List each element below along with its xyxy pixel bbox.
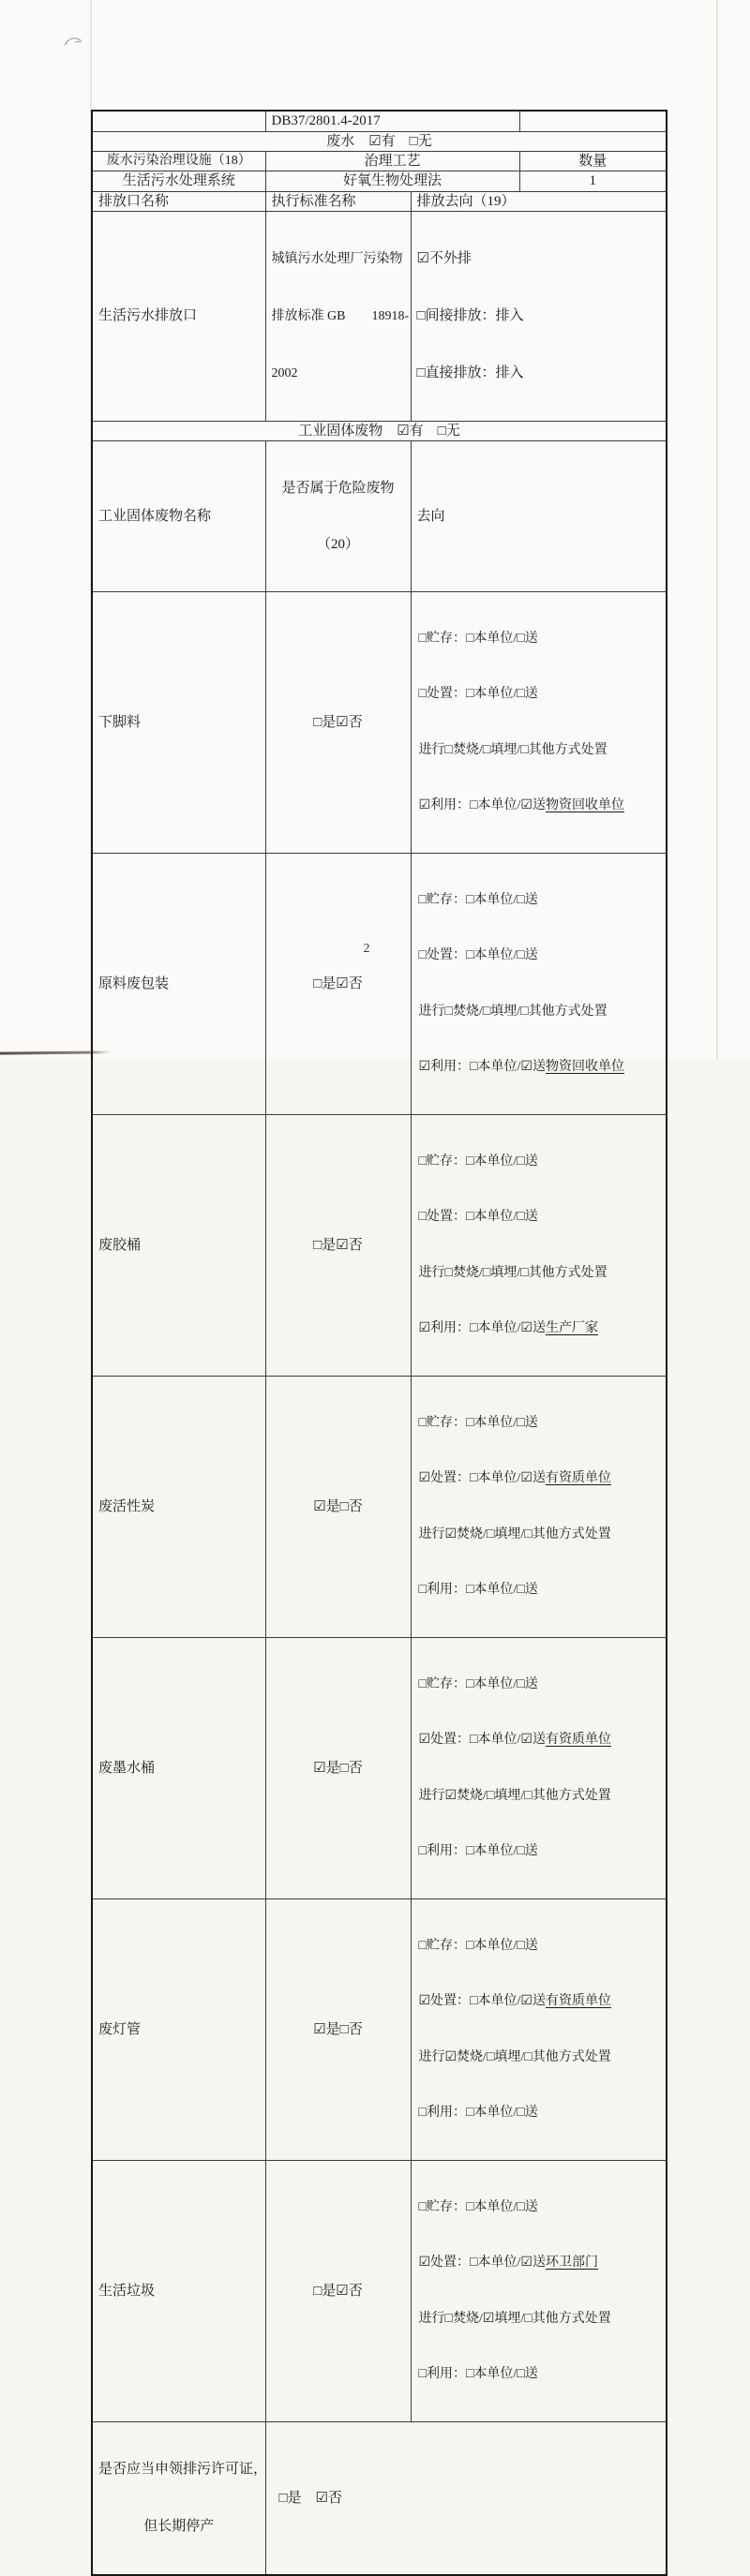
direction-option: ☑不外排 bbox=[416, 250, 472, 266]
hazardous-checkbox-cell: □是☑否 bbox=[265, 591, 411, 853]
direction-option: □间接排放：排入 bbox=[416, 307, 524, 323]
dest-line-text: □利用：□本单位/□送 bbox=[418, 2106, 538, 2120]
waste-name-header-cell: 工业固体废物名称 bbox=[92, 440, 265, 591]
dest-line bbox=[419, 1319, 661, 1338]
outlet-header-row bbox=[92, 191, 667, 211]
dest-line-text: □贮存：□本单位/□送 bbox=[418, 2199, 538, 2214]
waste-name-cell: 原料废包装 bbox=[92, 853, 265, 1114]
dest-line-underline: 有资质单位 bbox=[545, 1733, 611, 1747]
direction-option: □直接排放：排入 bbox=[416, 365, 524, 380]
waste-row-ink-barrel bbox=[92, 1637, 667, 1898]
pen-mark-icon bbox=[62, 34, 86, 51]
dest-line bbox=[419, 2365, 661, 2384]
solid-waste-banner-row bbox=[92, 421, 667, 440]
treatment-quantity-cell: 1 bbox=[519, 171, 667, 191]
dest-line-text: □贮存：□本单位/□送 bbox=[418, 1415, 538, 1430]
hazardous-checkbox-cell: □是☑否 bbox=[265, 2160, 411, 2421]
permit-answer-cell: □是 ☑否 bbox=[265, 2421, 667, 2575]
wastewater-banner-row bbox=[92, 131, 667, 151]
destination-cell bbox=[411, 1114, 667, 1376]
outlet-name-header-cell: 排放口名称 bbox=[92, 191, 265, 211]
dest-line bbox=[419, 1153, 661, 1171]
waste-row-glue-barrel bbox=[92, 1114, 667, 1376]
waste-name-cell: 废胶桶 bbox=[92, 1114, 265, 1376]
dest-line-text: 进行☑焚烧/□填埋/□其他方式处置 bbox=[418, 2049, 611, 2064]
destination-cell bbox=[411, 1637, 667, 1898]
hazard-header-line: 是否属于危险废物 bbox=[281, 480, 395, 496]
dest-line bbox=[419, 1675, 661, 1694]
dest-line bbox=[419, 1842, 661, 1861]
solid-waste-banner-cell: 工业固体废物 ☑有 □无 bbox=[92, 421, 667, 440]
dest-line-text: □贮存：□本单位/□送 bbox=[418, 1676, 538, 1691]
outlet-name-cell: 生活污水排放口 bbox=[92, 211, 265, 421]
dest-line-text: □处置：□本单位/□送 bbox=[418, 687, 538, 701]
dest-line bbox=[419, 2254, 661, 2272]
outlet-direction-cell bbox=[411, 211, 667, 421]
destination-cell bbox=[411, 1376, 667, 1637]
treatment-process-cell: 好氧生物处理法 bbox=[265, 171, 519, 191]
dest-line-text: □贮存：□本单位/□送 bbox=[418, 1938, 538, 1953]
dest-line bbox=[419, 1526, 661, 1544]
dest-line bbox=[419, 630, 661, 648]
waste-dest-header-cell: 去向 bbox=[411, 440, 667, 591]
dest-line-text: 进行□焚烧/□填埋/□其他方式处置 bbox=[418, 1265, 608, 1280]
outlet-standard-header-cell: 执行标准名称 bbox=[265, 191, 411, 211]
dest-line-text: ☑处置：□本单位/☑送 bbox=[418, 1733, 546, 1747]
standard-code-cell: DB37/2801.4-2017 bbox=[265, 111, 519, 131]
dest-line bbox=[419, 1264, 661, 1283]
dest-line-text: ☑处置：□本单位/☑送 bbox=[418, 1994, 546, 2008]
hazard-header-line: （20） bbox=[316, 536, 359, 552]
dest-line-text: □利用：□本单位/□送 bbox=[418, 1844, 538, 1858]
dest-line-text: □利用：□本单位/□送 bbox=[418, 2367, 538, 2381]
outlet-standard-cell bbox=[265, 211, 411, 421]
dest-line bbox=[419, 1731, 661, 1750]
waste-row-domestic-garbage bbox=[92, 2160, 667, 2421]
dest-line-text: □贮存：□本单位/□送 bbox=[418, 631, 538, 646]
dest-line bbox=[419, 1787, 661, 1806]
hazardous-checkbox-cell: ☑是□否 bbox=[265, 1376, 411, 1637]
dest-line-underline: 环卫部门 bbox=[545, 2256, 598, 2270]
dest-line-text: ☑利用：□本单位/☑送 bbox=[418, 1321, 546, 1335]
dest-line bbox=[419, 1414, 661, 1433]
dest-line bbox=[419, 2198, 661, 2217]
dest-line bbox=[419, 1937, 661, 1956]
dest-line bbox=[419, 2104, 661, 2122]
scan-edge-line bbox=[716, 0, 718, 1059]
waste-name-cell: 废活性炭 bbox=[92, 1376, 265, 1637]
dest-line-text: □利用：□本单位/□送 bbox=[418, 1583, 538, 1597]
standard-line: 2002 bbox=[271, 365, 298, 380]
dest-line bbox=[419, 741, 661, 760]
dest-line bbox=[419, 1003, 661, 1021]
dest-line-text: □贮存：□本单位/□送 bbox=[418, 1154, 538, 1169]
treatment-header-row bbox=[92, 151, 667, 171]
destination-cell bbox=[411, 591, 667, 853]
dest-line bbox=[419, 891, 661, 910]
waste-header-row bbox=[92, 440, 667, 591]
dest-line-text: 进行☑焚烧/□填埋/□其他方式处置 bbox=[418, 1526, 611, 1541]
dest-line bbox=[419, 1058, 661, 1077]
dest-line bbox=[419, 1581, 661, 1600]
standard-code-row bbox=[92, 111, 667, 131]
dest-line-underline: 有资质单位 bbox=[545, 1471, 611, 1485]
treatment-quantity-header-cell: 数量 bbox=[519, 151, 667, 171]
dest-line bbox=[419, 685, 661, 704]
waste-name-cell: 生活垃圾 bbox=[92, 2160, 265, 2421]
dest-line-text: ☑处置：□本单位/☑送 bbox=[418, 2256, 546, 2270]
dest-line-text: 进行☑焚烧/□填埋/□其他方式处置 bbox=[418, 1788, 611, 1803]
outlet-direction-header-cell: 排放去向（19） bbox=[411, 191, 667, 211]
dest-line-text: ☑利用：□本单位/☑送 bbox=[418, 1060, 546, 1074]
dest-line-text: 进行□焚烧/☑填埋/□其他方式处置 bbox=[418, 2311, 611, 2326]
treatment-value-row bbox=[92, 171, 667, 191]
waste-row-scrap bbox=[92, 591, 667, 853]
waste-name-cell: 下脚料 bbox=[92, 591, 265, 853]
dest-line-text: 进行□焚烧/□填埋/□其他方式处置 bbox=[418, 1004, 608, 1019]
dest-line bbox=[419, 2048, 661, 2067]
waste-row-lamp-tube bbox=[92, 1898, 667, 2160]
treatment-facility-header-cell: 废水污染治理设施（18） bbox=[92, 151, 265, 171]
dest-line-text: ☑处置：□本单位/☑送 bbox=[418, 1471, 546, 1485]
dest-line-text: □处置：□本单位/□送 bbox=[418, 948, 538, 962]
empty-cell bbox=[92, 111, 265, 131]
hazardous-checkbox-cell: □是☑否 bbox=[265, 1114, 411, 1376]
dest-line bbox=[419, 1992, 661, 2011]
destination-cell bbox=[411, 853, 667, 1114]
empty-cell bbox=[519, 111, 667, 131]
dest-line-underline: 物资回收单位 bbox=[545, 798, 624, 812]
waste-hazard-header-cell bbox=[265, 440, 411, 591]
dest-line-underline: 生产厂家 bbox=[545, 1321, 598, 1335]
waste-name-cell: 废灯管 bbox=[92, 1898, 265, 2160]
standard-line: 城镇污水处理厂污染物 bbox=[271, 251, 403, 266]
waste-row-packaging bbox=[92, 853, 667, 1114]
standard-line: 排放标准 GB 18918- bbox=[271, 308, 410, 323]
treatment-facility-cell: 生活污水处理系统 bbox=[92, 171, 265, 191]
dest-line-text: □处置：□本单位/□送 bbox=[418, 1210, 538, 1224]
permit-question-line: 是否应当申领排污许可证， bbox=[98, 2461, 268, 2477]
permit-row bbox=[92, 2421, 667, 2575]
wastewater-banner-cell: 废水 ☑有 □无 bbox=[92, 131, 667, 151]
destination-cell bbox=[411, 2160, 667, 2421]
dest-line bbox=[419, 797, 661, 815]
waste-row-activated-carbon bbox=[92, 1376, 667, 1637]
page-number: 2 bbox=[363, 942, 370, 956]
waste-name-cell: 废墨水桶 bbox=[92, 1637, 265, 1898]
dest-line-underline: 物资回收单位 bbox=[545, 1060, 624, 1074]
hazardous-checkbox-cell: ☑是□否 bbox=[265, 1637, 411, 1898]
dest-line-text: □贮存：□本单位/□送 bbox=[418, 892, 538, 907]
dest-line bbox=[419, 2310, 661, 2329]
treatment-process-header-cell: 治理工艺 bbox=[265, 151, 519, 171]
outlet-value-row bbox=[92, 211, 667, 421]
permit-question-cell bbox=[92, 2421, 268, 2575]
hazardous-checkbox-cell: ☑是□否 bbox=[265, 1898, 411, 2160]
hazardous-checkbox-cell: □是☑否 bbox=[265, 853, 411, 1114]
dest-line-text: 进行□焚烧/□填埋/□其他方式处置 bbox=[418, 742, 608, 757]
dest-line-text: ☑利用：□本单位/☑送 bbox=[418, 798, 546, 812]
dest-line bbox=[419, 1469, 661, 1488]
dest-line-underline: 有资质单位 bbox=[545, 1994, 611, 2008]
destination-cell bbox=[411, 1898, 667, 2160]
dest-line bbox=[419, 1208, 661, 1227]
environment-form-table bbox=[91, 110, 668, 2576]
permit-question-line: 但长期停产 bbox=[143, 2518, 215, 2534]
